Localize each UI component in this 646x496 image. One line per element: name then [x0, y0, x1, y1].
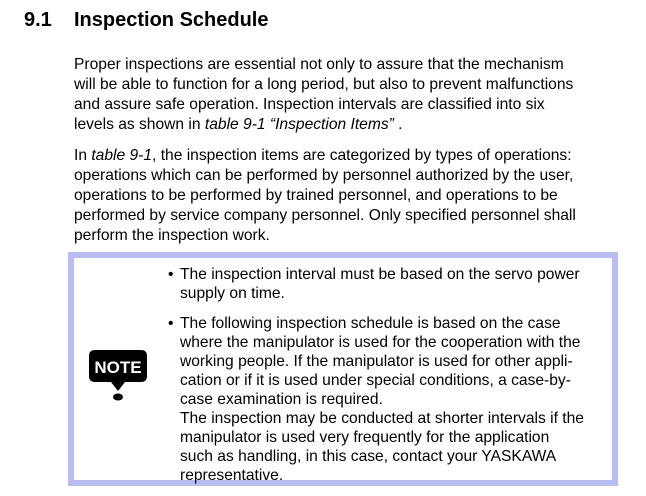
text-fragment: levels as shown in [74, 116, 205, 133]
paragraph-line: operations which can be performed by personnel authorized by the user, [74, 167, 574, 184]
bullet-line: working people. If the manipulator is used for other appli- [180, 353, 573, 370]
paragraph-line: Proper inspections are essential not only to assure that the mechanism [74, 56, 564, 73]
bullet-line: manipulator is used very frequently for the application [180, 429, 550, 446]
bullet-line: The inspection may be conducted at shorter intervals if the [180, 410, 584, 427]
table-reference: table 9-1 “Inspection Items” [204, 116, 394, 133]
table-reference: table 9-1 [91, 147, 153, 164]
bullet-line: representative. [180, 467, 284, 484]
note-bullet-list [166, 265, 584, 485]
bullet-line: case examination is required. [180, 391, 383, 408]
bullet-line: such as handling, in this case, contact your YASKAWA [180, 448, 557, 465]
note-bullet [166, 265, 584, 303]
paragraph-line: and assure safe operation. Inspection intervals are classified into six [74, 96, 545, 113]
paragraph-line: performed by service company personnel. Only specified personnel shall [74, 207, 576, 224]
note-bullet [166, 314, 584, 485]
section-number: 9.1 [24, 9, 52, 31]
bullet-line: The following inspection schedule is based on the case [180, 315, 561, 332]
note-icon [87, 346, 149, 402]
paragraph-line: perform the inspection work. [74, 227, 270, 244]
paragraph-line: operations to be performed by trained personnel, and operations to be [74, 187, 558, 204]
paragraph-line: will be able to function for a long period, but also to prevent malfunctions [74, 76, 574, 93]
bullet-marker: • [168, 266, 174, 283]
note-label: NOTE [94, 358, 142, 377]
bullet-line: The inspection interval must be based on the servo power [180, 266, 580, 283]
text-fragment: In [74, 147, 92, 164]
bullet-line: supply on time. [180, 285, 285, 302]
categories-paragraph [74, 146, 624, 246]
paragraph-line [74, 115, 624, 135]
bullet-line: cation or if it is used under special conditions, a case-by- [180, 372, 571, 389]
section-heading [24, 6, 268, 34]
paragraph-line [74, 146, 624, 166]
intro-paragraph [74, 55, 624, 135]
text-fragment: . [393, 116, 403, 133]
section-title: Inspection Schedule [74, 9, 269, 31]
note-box [68, 252, 618, 486]
text-fragment: , the inspection items are categorized by types of operations: [152, 147, 572, 164]
bullet-line: where the manipulator is used for the cooperation with the [180, 334, 581, 351]
bullet-marker: • [168, 315, 174, 332]
